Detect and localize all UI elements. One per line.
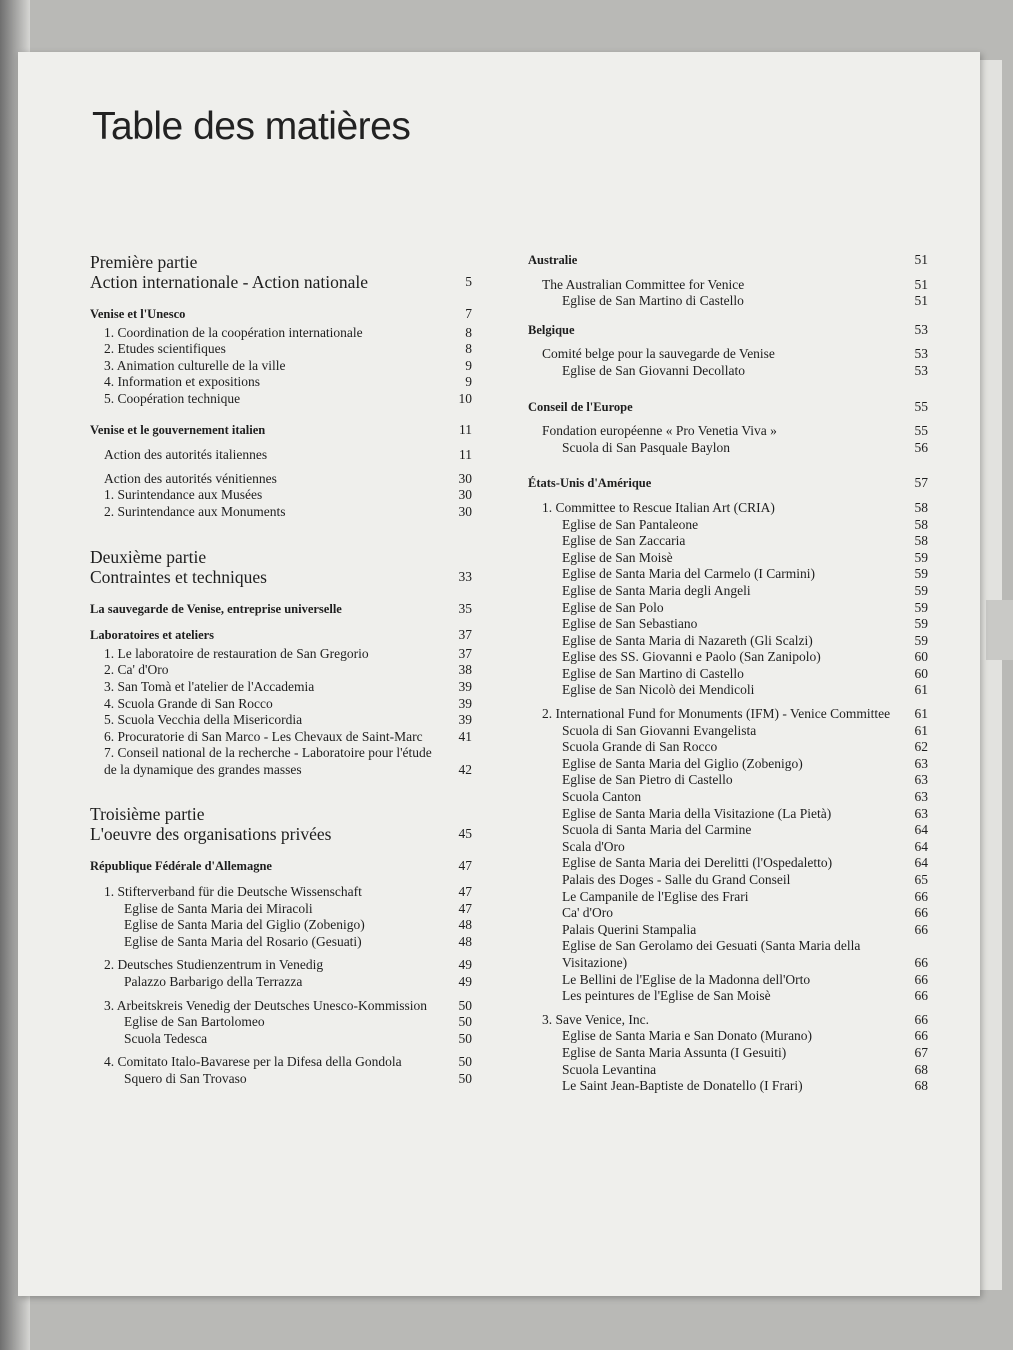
- entry-text: Scala d'Oro: [562, 838, 625, 854]
- entry-number: 4.: [104, 374, 115, 390]
- page-title: Table des matières: [92, 105, 411, 148]
- toc-right-column: [528, 252, 928, 1107]
- page-number: 51: [914, 252, 928, 267]
- toc-entry: [528, 1062, 928, 1079]
- entry-text: Squero di San Trovaso: [124, 1071, 247, 1086]
- entry-text: Palais Querini Stampalia: [562, 921, 697, 937]
- toc-entry: [90, 1071, 472, 1088]
- entry-number: 3.: [104, 678, 115, 694]
- page-number: 58: [914, 516, 928, 532]
- entry-text: Eglise de Santa Maria degli Angeli: [562, 582, 751, 598]
- entry-number: 1.: [104, 884, 115, 900]
- entry-text: Eglise de San Sebastiano: [562, 616, 698, 632]
- entry-text: Eglise de San Bartolomeo: [124, 1014, 265, 1030]
- page-edge: [980, 60, 1002, 1290]
- toc-group-entry: [90, 1054, 472, 1071]
- section-conseil-europe: [528, 399, 928, 457]
- toc-left-column: [90, 252, 472, 1088]
- section-title: Laboratoires et ateliers: [90, 628, 215, 643]
- entry-text: Eglise de Santa Maria della Visitazione (La Pietà): [562, 805, 832, 821]
- page-number: 30: [458, 470, 472, 486]
- entry-text: Conseil national de la recherche - Laboratoire pour l'étude de la dynamique des grandes masses: [104, 745, 432, 777]
- page-number: 56: [914, 439, 928, 455]
- toc-entry: [90, 1031, 472, 1048]
- entry-text: Eglise de Santa Maria del Rosario (Gesuati): [124, 933, 362, 949]
- page-number: 61: [914, 682, 928, 698]
- toc-entry: [528, 682, 928, 699]
- page-number: 59: [914, 632, 928, 648]
- section-title: La sauvegarde de Venise, entreprise universelle: [90, 601, 342, 616]
- page-number: 66: [914, 1011, 928, 1027]
- toc-entry: [528, 855, 928, 872]
- section-belgique: [528, 322, 928, 380]
- toc-entry: [90, 934, 472, 951]
- part-subtitle: Contraintes et techniques: [90, 566, 267, 587]
- toc-entry: [90, 729, 472, 746]
- entry-text: Action des autorités italiennes: [104, 447, 268, 463]
- toc-entry: [528, 806, 928, 823]
- section-title: Australie: [528, 253, 578, 267]
- entry-text: Arbeitskreis Venedig der Deutsches Unesco-Kommission: [116, 997, 427, 1013]
- entry-text: Stifterverband für die Deutsche Wissenschaft: [117, 884, 362, 900]
- entry-text: Eglise des SS. Giovanni e Paolo (San Zanipolo): [562, 649, 821, 665]
- entry-text: Comitato Italo-Bavarese per la Difesa della Gondola: [117, 1054, 402, 1070]
- page-number: 58: [914, 499, 928, 515]
- page-number: 48: [458, 917, 472, 933]
- page-number: 50: [458, 1030, 472, 1046]
- page-number: 7: [465, 306, 472, 321]
- section-etats-unis: [528, 475, 928, 1094]
- entry-text: Eglise de San Martino di Castello: [562, 665, 744, 681]
- section-title: Venise et le gouvernement italien: [90, 422, 266, 437]
- part-3-heading: [90, 804, 472, 844]
- part-1-heading: [90, 252, 472, 292]
- part-subtitle-row: [90, 272, 472, 292]
- toc-entry: [528, 988, 928, 1005]
- part-label: Troisième partie: [90, 804, 205, 825]
- page-number: 33: [458, 568, 472, 584]
- entry-number: 2.: [104, 957, 115, 973]
- entry-text: Eglise de San Nicolò dei Mendicoli: [562, 682, 755, 698]
- entry-text: San Tomà et l'atelier de l'Accademia: [117, 678, 315, 694]
- page-number: 66: [914, 988, 928, 1004]
- entry-text: Eglise de San Gerolamo dei Gesuati (Santa Maria della Visitazione): [562, 938, 861, 970]
- page-number: 49: [458, 957, 472, 973]
- page-number: 51: [914, 293, 928, 309]
- section-heading: [528, 475, 928, 492]
- section-heading: [90, 858, 472, 875]
- entry-text: Scuola di Santa Maria del Carmine: [562, 822, 752, 838]
- toc-entry: [528, 550, 928, 567]
- entry-text: Scuola Vecchia della Misericordia: [117, 712, 303, 728]
- part-label: Deuxième partie: [90, 546, 207, 567]
- entry-text: Etudes scientifiques: [117, 341, 226, 357]
- toc-entry: [90, 901, 472, 918]
- entry-text: Eglise de Santa Maria del Carmelo (I Carmini): [562, 566, 816, 582]
- part-subtitle: Action internationale - Action nationale: [90, 272, 368, 292]
- entry-text: Scuola di San Giovanni Evangelista: [562, 722, 757, 738]
- entry-text: Surintendance aux Monuments: [117, 503, 286, 519]
- entry-text: Eglise de San Polo: [562, 599, 664, 615]
- page-number: 66: [914, 1028, 928, 1044]
- entry-text: Eglise de Santa Maria dei Miracoli: [124, 900, 313, 916]
- toc-entry: [90, 917, 472, 934]
- toc-entry: [528, 633, 928, 650]
- entry-number: 2.: [104, 503, 115, 519]
- section-australie: [528, 252, 928, 310]
- toc-group-entry: [528, 706, 928, 723]
- entry-text: Le Campanile de l'Eglise des Frari: [562, 888, 749, 904]
- page-number: 53: [914, 321, 928, 337]
- page-number: 60: [914, 649, 928, 665]
- entry-text: Le laboratoire de restauration de San Gregorio: [117, 645, 369, 661]
- page-number: 66: [914, 888, 928, 904]
- page-number: 51: [914, 276, 928, 292]
- toc-entry: [90, 662, 472, 679]
- entry-text: Comité belge pour la sauvegarde de Venise: [542, 346, 775, 362]
- entry-number: 7.: [104, 745, 115, 761]
- entry-number: 2.: [104, 662, 115, 678]
- page-number: 59: [914, 616, 928, 632]
- section-heading: [90, 306, 472, 323]
- page-number: 42: [458, 761, 472, 777]
- page-number: 50: [458, 1054, 472, 1070]
- entry-number: 3.: [104, 997, 115, 1013]
- entry-number: 4.: [104, 695, 115, 711]
- page-number: 11: [459, 447, 472, 463]
- section-heading: [528, 252, 928, 269]
- page-number: 8: [465, 324, 472, 340]
- entry-number: 4.: [104, 1054, 115, 1070]
- section-venise-gouvernement: [90, 422, 472, 521]
- entry-number: 1.: [104, 645, 115, 661]
- page-number: 64: [914, 822, 928, 838]
- toc-entry: [528, 739, 928, 756]
- page-number: 64: [914, 855, 928, 871]
- part-subtitle: L'oeuvre des organisations privées: [90, 824, 332, 845]
- toc-entry: [528, 533, 928, 550]
- page-number: 50: [458, 1071, 472, 1086]
- page-number: 61: [914, 722, 928, 738]
- toc-entry: [90, 504, 472, 521]
- entry-text: Save Venice, Inc.: [555, 1011, 649, 1027]
- entry-number: 1.: [104, 487, 115, 503]
- toc-entry: [90, 447, 472, 464]
- toc-entry: [528, 1028, 928, 1045]
- page-number: 63: [914, 772, 928, 788]
- section-heading: [528, 322, 928, 339]
- section-title: États-Unis d'Amérique: [528, 476, 652, 491]
- toc-entry: [528, 649, 928, 666]
- entry-text: Scuola di San Pasquale Baylon: [562, 439, 730, 455]
- toc-entry: [528, 583, 928, 600]
- toc-group-entry: [90, 884, 472, 901]
- page-number: 59: [914, 549, 928, 565]
- entry-text: Eglise de San Zaccaria: [562, 533, 686, 549]
- page-number: 9: [465, 374, 472, 390]
- page-number: 10: [458, 390, 472, 406]
- section-heading: [90, 627, 472, 644]
- page-number: 49: [458, 974, 472, 990]
- page-number: 5: [465, 274, 472, 289]
- page-number: 63: [914, 789, 928, 805]
- page-number: 66: [914, 954, 928, 970]
- page-number: 8: [465, 341, 472, 357]
- section-heading: [90, 422, 472, 439]
- entry-text: Eglise de Santa Maria di Nazareth (Gli Scalzi): [562, 632, 813, 648]
- page-number: 11: [459, 421, 472, 437]
- toc-entry: [90, 471, 472, 488]
- section-title: Belgique: [528, 322, 575, 337]
- entry-number: 1.: [542, 499, 553, 515]
- toc-entry: [90, 696, 472, 713]
- toc-entry: [90, 646, 472, 663]
- toc-entry: [528, 600, 928, 617]
- entry-text: Eglise de San Martino di Castello: [562, 293, 744, 309]
- entry-text: Palazzo Barbarigo della Terrazza: [124, 974, 303, 990]
- part-subtitle-row: [90, 824, 472, 844]
- toc-entry: [528, 905, 928, 922]
- toc-entry: [90, 325, 472, 342]
- page-number: 48: [458, 933, 472, 949]
- entry-number: 2.: [104, 341, 115, 357]
- toc-group-entry: [90, 998, 472, 1015]
- toc-entry: [90, 712, 472, 729]
- entry-text: Le Saint Jean-Baptiste de Donatello (I Frari): [562, 1078, 803, 1094]
- entry-text: Eglise de Santa Maria dei Derelitti (l'Ospedaletto): [562, 855, 833, 871]
- page-number: 66: [914, 905, 928, 921]
- page-number: 59: [914, 566, 928, 582]
- entry-text: Scuola Tedesca: [124, 1030, 208, 1046]
- entry-number: 3.: [542, 1011, 553, 1027]
- entry-text: Scuola Canton: [562, 789, 642, 805]
- page-number: 45: [458, 826, 472, 842]
- toc-entry: [90, 358, 472, 375]
- entry-text: Fondation européenne « Pro Venetia Viva »: [542, 423, 777, 439]
- page-number: 68: [914, 1061, 928, 1077]
- page-number: 9: [465, 357, 472, 373]
- toc-entry: [528, 423, 928, 440]
- toc-entry: [528, 922, 928, 939]
- entry-text: Action des autorités vénitiennes: [104, 470, 277, 486]
- toc-entry: [528, 1045, 928, 1062]
- toc-entry: [528, 566, 928, 583]
- entry-text: Eglise de Santa Maria e San Donato (Murano): [562, 1028, 813, 1044]
- entry-text: Ca' d'Oro: [562, 905, 613, 921]
- entry-text: Eglise de San Pantaleone: [562, 516, 699, 532]
- entry-text: Scuola Grande di San Rocco: [562, 739, 718, 755]
- page-number: 53: [914, 362, 928, 378]
- entry-text: Animation culturelle de la ville: [116, 357, 286, 373]
- toc-entry: [90, 487, 472, 504]
- page-number: 39: [458, 695, 472, 711]
- entry-text: Eglise de San Pietro di Castello: [562, 772, 733, 788]
- page-number: 37: [458, 627, 472, 643]
- page-number: 62: [914, 739, 928, 755]
- page-number: 55: [914, 398, 928, 414]
- entry-text: Coopération technique: [117, 390, 241, 406]
- toc-entry: [528, 293, 928, 310]
- section-venise-unesco: [90, 306, 472, 408]
- toc-group-entry: [90, 957, 472, 974]
- toc-entry: [528, 889, 928, 906]
- toc-entry: [528, 666, 928, 683]
- page-number: 39: [458, 678, 472, 694]
- section-title: République Fédérale d'Allemagne: [90, 859, 272, 874]
- toc-entry: [90, 974, 472, 991]
- entry-text: Eglise de Santa Maria Assunta (I Gesuiti): [562, 1044, 787, 1060]
- page-number: 61: [914, 706, 928, 722]
- toc-entry: [528, 789, 928, 806]
- entry-text: Eglise de San Giovanni Decollato: [562, 362, 745, 378]
- toc-entry: [528, 872, 928, 889]
- entry-text: Procuratorie di San Marco - Les Chevaux de Saint-Marc: [117, 728, 423, 744]
- section-title: Venise et l'Unesco: [90, 307, 186, 321]
- entry-text: Eglise de Santa Maria del Giglio (Zobenigo): [562, 755, 803, 771]
- entry-text: Eglise de Santa Maria del Giglio (Zobenigo): [124, 917, 365, 933]
- section-laboratoires: [90, 627, 472, 778]
- page-number: 53: [914, 346, 928, 362]
- entry-number: 5.: [104, 712, 115, 728]
- page-number: 47: [458, 900, 472, 916]
- toc-entry: [528, 1078, 928, 1095]
- toc-entry: [528, 440, 928, 457]
- entry-number: 1.: [104, 324, 115, 340]
- page-number: 65: [914, 872, 928, 887]
- page-number: 39: [458, 712, 472, 728]
- toc-entry: [528, 938, 928, 971]
- toc-entry: [90, 679, 472, 696]
- entry-text: Coordination de la coopération internationale: [117, 324, 363, 340]
- section-heading: [90, 601, 472, 618]
- toc-entry: [90, 745, 472, 778]
- page-number: 55: [914, 423, 928, 439]
- toc-entry: [528, 756, 928, 773]
- toc-entry: [528, 346, 928, 363]
- entry-text: Ca' d'Oro: [117, 662, 169, 678]
- part-2-heading: [90, 547, 472, 587]
- page-edge-lower: [986, 600, 1013, 660]
- entry-text: Palais des Doges - Salle du Grand Conseil: [562, 872, 791, 887]
- page-number: 59: [914, 599, 928, 615]
- entry-text: Eglise de San Moisè: [562, 549, 673, 565]
- entry-text: Scuola Grande di San Rocco: [117, 695, 273, 711]
- toc-entry: [528, 972, 928, 989]
- section-heading: [528, 399, 928, 416]
- toc-entry: [528, 616, 928, 633]
- entry-number: 2.: [542, 706, 553, 722]
- entry-number: 3.: [104, 357, 115, 373]
- entry-text: Information et expositions: [117, 374, 260, 390]
- page-number: 68: [914, 1078, 928, 1094]
- toc-entry: [90, 391, 472, 408]
- page-number: 66: [914, 921, 928, 937]
- toc-group-entry: [528, 500, 928, 517]
- toc-entry: [528, 772, 928, 789]
- page-number: 63: [914, 805, 928, 821]
- entry-text: Deutsches Studienzentrum in Venedig: [117, 957, 324, 973]
- entry-text: Le Bellini de l'Eglise de la Madonna dell'Orto: [562, 971, 811, 987]
- toc-entry: [528, 723, 928, 740]
- toc-entry: [528, 822, 928, 839]
- page-number: 66: [914, 971, 928, 987]
- toc-entry: [528, 277, 928, 294]
- section-allemagne: [90, 858, 472, 1087]
- toc-group-entry: [528, 1012, 928, 1029]
- page-number: 57: [914, 475, 928, 491]
- entry-text: International Fund for Monuments (IFM) - Venice Committee: [555, 706, 891, 722]
- page-number: 59: [914, 582, 928, 598]
- page-number: 64: [914, 838, 928, 854]
- toc-entry: [528, 517, 928, 534]
- page-number: 50: [458, 997, 472, 1013]
- page-number: 67: [914, 1044, 928, 1060]
- entry-text: Surintendance aux Musées: [117, 487, 263, 503]
- page-number: 35: [458, 600, 472, 616]
- entry-text: Committee to Rescue Italian Art (CRIA): [555, 499, 775, 515]
- toc-entry: [528, 839, 928, 856]
- page-number: 63: [914, 755, 928, 771]
- entry-number: 5.: [104, 390, 115, 406]
- entry-text: The Australian Committee for Venice: [542, 276, 745, 292]
- toc-entry: [90, 374, 472, 391]
- page-number: 38: [458, 662, 472, 678]
- section-title: Conseil de l'Europe: [528, 399, 633, 414]
- page-number: 60: [914, 665, 928, 681]
- page-number: 30: [458, 487, 472, 503]
- part-label: Première partie: [90, 252, 198, 272]
- page-number: 47: [458, 884, 472, 900]
- page-number: 47: [458, 858, 472, 874]
- entry-text: Scuola Levantina: [562, 1061, 657, 1077]
- page-number: 30: [458, 503, 472, 519]
- entry-text: Les peintures de l'Eglise de San Moisè: [562, 988, 771, 1004]
- toc-entry: [90, 341, 472, 358]
- toc-entry: [90, 1014, 472, 1031]
- toc-entry: [528, 363, 928, 380]
- page-number: 37: [458, 645, 472, 661]
- page-number: 50: [458, 1014, 472, 1030]
- page-number: 58: [914, 533, 928, 549]
- entry-number: 6.: [104, 728, 115, 744]
- part-subtitle-row: [90, 567, 472, 587]
- page-number: 41: [458, 728, 472, 744]
